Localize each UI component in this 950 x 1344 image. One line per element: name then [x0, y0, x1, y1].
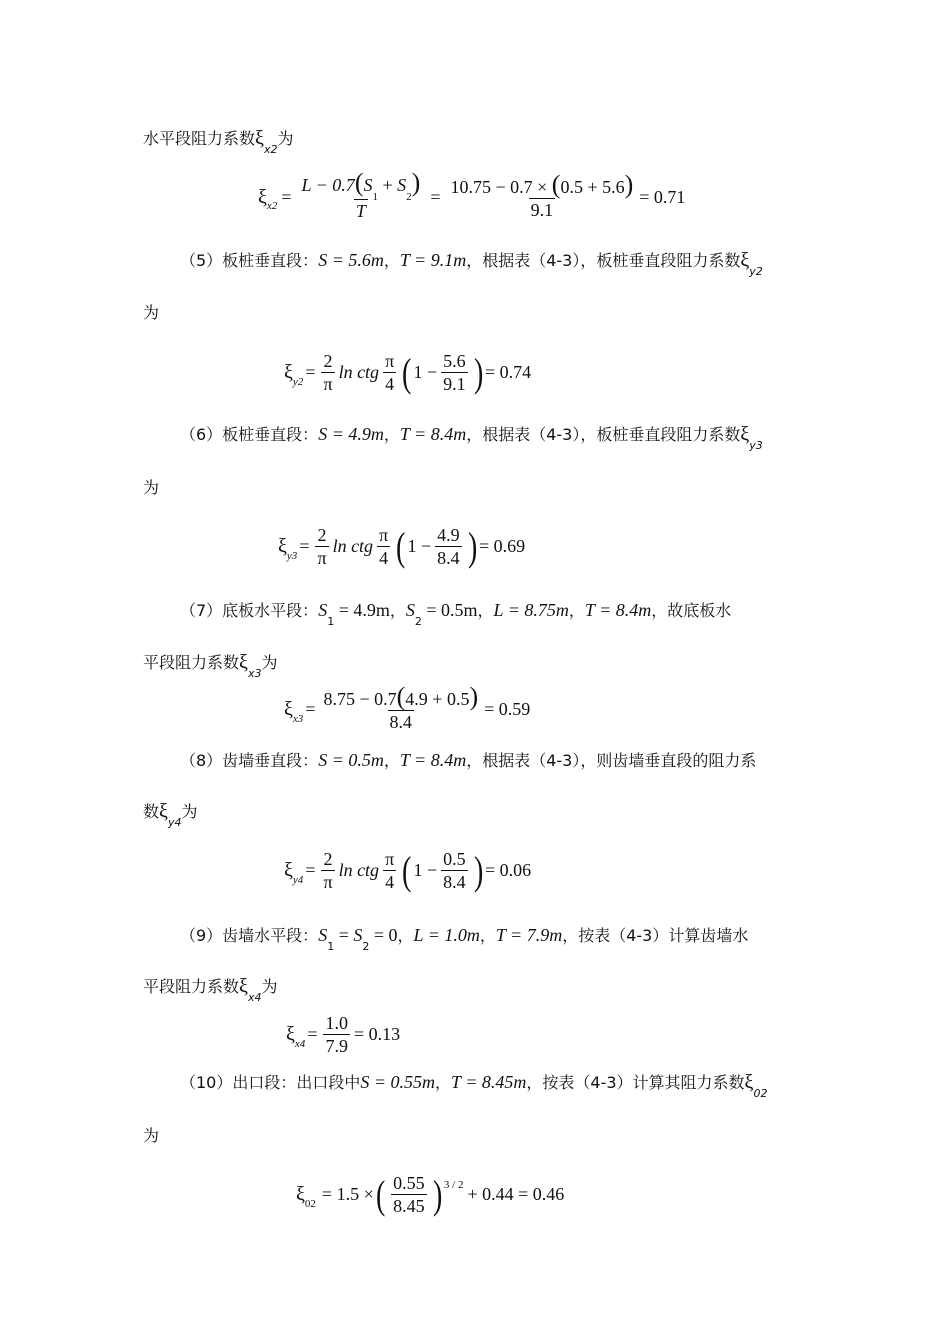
fraction	[441, 350, 468, 395]
comma: ，	[389, 601, 406, 620]
one-minus: 1 −	[413, 860, 438, 880]
ln-ctg: ln ctg	[338, 362, 380, 382]
xi-symbol: ξ	[278, 535, 287, 557]
label: （10）出口段：出口段中	[180, 1073, 361, 1092]
denominator: T	[355, 201, 366, 221]
comma: ，	[383, 251, 400, 270]
subscript: 02	[304, 1197, 316, 1210]
result: + 0.44 = 0.46	[467, 1184, 565, 1204]
numerator: 4.9	[437, 525, 460, 545]
fraction	[377, 524, 390, 569]
exponent: 3 / 2	[443, 1178, 464, 1191]
text: ，按表（4-3）计算其阻力系数	[526, 1073, 745, 1092]
zero: = 0	[369, 925, 398, 945]
denominator: 4	[385, 374, 395, 394]
numerator: π	[379, 525, 389, 545]
subscript: y2	[292, 375, 304, 388]
subscript: x4	[247, 991, 262, 1004]
result: = 0.74	[484, 362, 532, 382]
equation-xi-x4: ξ x4 = $\frac{1.0}{7.9}$ = 0.13	[286, 1013, 401, 1056]
one-minus: 1 −	[413, 362, 438, 382]
denominator: 8.4	[389, 712, 413, 732]
fraction	[383, 350, 396, 395]
fraction	[383, 848, 396, 893]
comma: ，	[383, 425, 400, 444]
subscript: 02	[753, 1087, 768, 1100]
numerator: 2	[323, 351, 333, 371]
sub: 2	[406, 191, 412, 203]
fraction: $\frac{L - 0.7(S_1 + S_2)}{T}$	[301, 168, 421, 221]
comma: ，	[568, 601, 585, 620]
denominator: 9.1	[530, 199, 554, 220]
sub: 1	[372, 191, 378, 203]
t-value: T = 8.4m	[399, 424, 467, 444]
denominator: 4	[379, 548, 389, 568]
s2-value: = 0.5m	[421, 600, 478, 620]
numerator: 1.0	[325, 1013, 348, 1033]
result: = 0.69	[478, 536, 526, 556]
equation-xi-x2: ξ x2 = $\frac{L - 0.7(S_1 + S_2)}{T}$ = $\frac{10.75 - 0.7 \times (0.5 + 5.6)}{9.1}$ = 0.71	[258, 168, 686, 221]
paragraph-item9	[180, 925, 749, 953]
text-wei: 为	[143, 1126, 160, 1145]
text: 为	[181, 802, 198, 821]
inner: 0.5 + 5.6	[560, 176, 625, 197]
xi-symbol: ξ	[258, 185, 267, 208]
t-value: T = 8.4m	[399, 750, 467, 770]
equation-xi-02: ξ 02 = 1.5 × ( $\frac{0.55}{8.45}$ ) 3 / 2 + 0.44 = 0.46	[296, 1171, 565, 1217]
sub: 1	[327, 615, 335, 628]
text: ，根据表（4-3），板桩垂直段阻力系数	[466, 251, 741, 270]
text: ，故底板水	[651, 601, 732, 620]
label: （5）板桩垂直段：	[180, 251, 319, 270]
text: ，根据表（4-3），板桩垂直段阻力系数	[466, 425, 741, 444]
sub: 2	[414, 615, 422, 628]
xi-subscript: x2	[263, 143, 278, 156]
xi-symbol: ξ	[744, 1071, 754, 1093]
s1-value: = 4.9m	[334, 600, 390, 620]
comma: ，	[383, 751, 400, 770]
subscript: y4	[167, 816, 182, 829]
subscript: x3	[292, 712, 304, 725]
s-value: S = 4.9m	[318, 424, 384, 444]
xi-symbol: ξ	[740, 423, 750, 445]
text-wei: 为	[143, 303, 160, 322]
text: 为	[277, 129, 294, 148]
xi-symbol: ξ	[740, 249, 750, 271]
xi-symbol: ξ	[296, 1183, 305, 1205]
denominator: 4	[385, 872, 395, 892]
text: ，根据表（4-3），则齿墙垂直段的阻力系	[466, 751, 757, 770]
paragraph-item7-line2	[143, 651, 278, 680]
subscript: y2	[749, 265, 763, 278]
label: （7）底板水平段：	[180, 601, 319, 620]
text: 水平段阻力系数	[143, 129, 256, 148]
fraction: $\frac{10.75 - 0.7 \times (0.5 + 5.6)}{9.1}$	[450, 169, 634, 220]
fraction	[315, 524, 328, 569]
one-minus: 1 −	[407, 536, 432, 556]
result: = 0.06	[484, 860, 532, 880]
paragraph-item6	[180, 423, 763, 452]
ln-ctg: ln ctg	[338, 860, 380, 880]
comma: ，	[479, 926, 496, 945]
s1: S	[363, 175, 373, 195]
numerator: π	[385, 849, 395, 869]
numerator: 2	[323, 849, 333, 869]
denominator: 7.9	[325, 1036, 348, 1056]
text: 数	[143, 802, 160, 821]
s-value: S = 0.55m	[360, 1072, 436, 1092]
paragraph-item8	[180, 750, 756, 771]
denominator: π	[323, 374, 333, 394]
xi-symbol: ξ	[255, 127, 264, 149]
s1: S	[318, 925, 328, 945]
l-value: L = 8.75m	[493, 600, 569, 620]
fraction	[321, 350, 334, 395]
sub: 1	[327, 940, 335, 953]
numerator: 5.6	[443, 351, 466, 371]
equation-xi-y2: ξ y2 = $\frac{2}{\pi}$ ln ctg $\frac{\pi}{4}$ ( 1 − $\frac{5.6}{9.1}$ ) = 0.74	[284, 349, 532, 395]
comma: ，	[477, 601, 494, 620]
paragraph-xi-x2	[143, 127, 294, 156]
numerator: 8.75 − 0.7	[323, 689, 397, 709]
numerator: 2	[317, 525, 327, 545]
text: 平段阻力系数	[143, 977, 240, 996]
equation-xi-x3: ξ x3 = $\frac{8.75 - 0.7(4.9 + 0.5)}{8.4}$ = 0.59	[284, 682, 531, 732]
l-value: L = 1.0m	[413, 925, 480, 945]
numerator: 0.5	[443, 849, 466, 869]
t-value: T = 7.9m	[495, 925, 563, 945]
subscript: y4	[292, 873, 304, 886]
denominator: π	[317, 548, 327, 568]
label: （9）齿墙水平段：	[180, 926, 319, 945]
xi-symbol: ξ	[159, 800, 168, 822]
text: ，按表（4-3）计算齿墙水	[562, 926, 749, 945]
subscript: y3	[749, 439, 763, 452]
result: = 0.71	[639, 186, 686, 207]
paragraph-item7	[180, 600, 732, 628]
text: 平段阻力系数	[143, 653, 240, 672]
s2: S	[397, 175, 407, 195]
text: 为	[261, 653, 278, 672]
xi-symbol: ξ	[239, 651, 248, 673]
label: （6）板桩垂直段：	[180, 425, 319, 444]
t-value: T = 8.4m	[584, 600, 652, 620]
result: = 0.13	[353, 1024, 401, 1044]
s2: S	[405, 600, 415, 620]
coefficient: = 1.5 ×	[321, 1184, 374, 1204]
paragraph-item8-line2	[143, 800, 198, 829]
xi-symbol: ξ	[239, 975, 248, 997]
fraction: $\frac{8.75 - 0.7(4.9 + 0.5)}{8.4}$	[323, 682, 479, 732]
paragraph-item9-line2	[143, 975, 278, 1004]
subscript: x2	[266, 200, 278, 212]
s1: S	[318, 600, 328, 620]
numerator: π	[385, 351, 395, 371]
equals: =	[334, 925, 354, 945]
label: （8）齿墙垂直段：	[180, 751, 319, 770]
fraction	[441, 848, 468, 893]
xi-symbol: ξ	[284, 361, 293, 383]
ln-ctg: ln ctg	[332, 536, 374, 556]
s2: S	[353, 925, 363, 945]
xi-symbol: ξ	[284, 698, 293, 720]
inner: 4.9 + 0.5	[405, 689, 470, 709]
xi-symbol: ξ	[284, 859, 293, 881]
s-value: S = 5.6m	[318, 250, 384, 270]
fraction	[391, 1172, 427, 1217]
result: = 0.59	[484, 699, 531, 719]
denominator: 8.4	[443, 872, 466, 892]
denominator: π	[323, 872, 333, 892]
equation-xi-y3: ξ y3 = $\frac{2}{\pi}$ ln ctg $\frac{\pi}{4}$ ( 1 − $\frac{4.9}{8.4}$ ) = 0.69	[278, 523, 526, 569]
denominator: 8.4	[437, 548, 460, 568]
numerator: 10.75 − 0.7 ×	[450, 176, 552, 197]
t-value: T = 9.1m	[399, 250, 467, 270]
fraction	[321, 848, 334, 893]
sub: 2	[362, 940, 370, 953]
plus: +	[377, 175, 398, 195]
text-wei: 为	[143, 478, 160, 497]
t-value: T = 8.45m	[451, 1072, 527, 1092]
subscript: x3	[247, 667, 262, 680]
xi-symbol: ξ	[286, 1023, 295, 1045]
subscript: x4	[294, 1037, 306, 1050]
paragraph-item10	[180, 1071, 768, 1100]
paragraph-item5	[180, 249, 763, 278]
comma: ，	[435, 1073, 452, 1092]
fraction	[323, 1012, 350, 1057]
comma: ，	[397, 926, 414, 945]
equation-xi-y4: ξ y4 = $\frac{2}{\pi}$ ln ctg $\frac{\pi}{4}$ ( 1 − $\frac{0.5}{8.4}$ ) = 0.06	[284, 847, 532, 893]
s-value: S = 0.5m	[318, 750, 384, 770]
numerator: L − 0.7	[301, 175, 355, 195]
fraction	[435, 524, 462, 569]
denominator: 8.45	[393, 1196, 425, 1216]
denominator: 9.1	[443, 374, 466, 394]
numerator: 0.55	[393, 1173, 425, 1193]
text: 为	[261, 977, 278, 996]
subscript: y3	[286, 549, 298, 562]
